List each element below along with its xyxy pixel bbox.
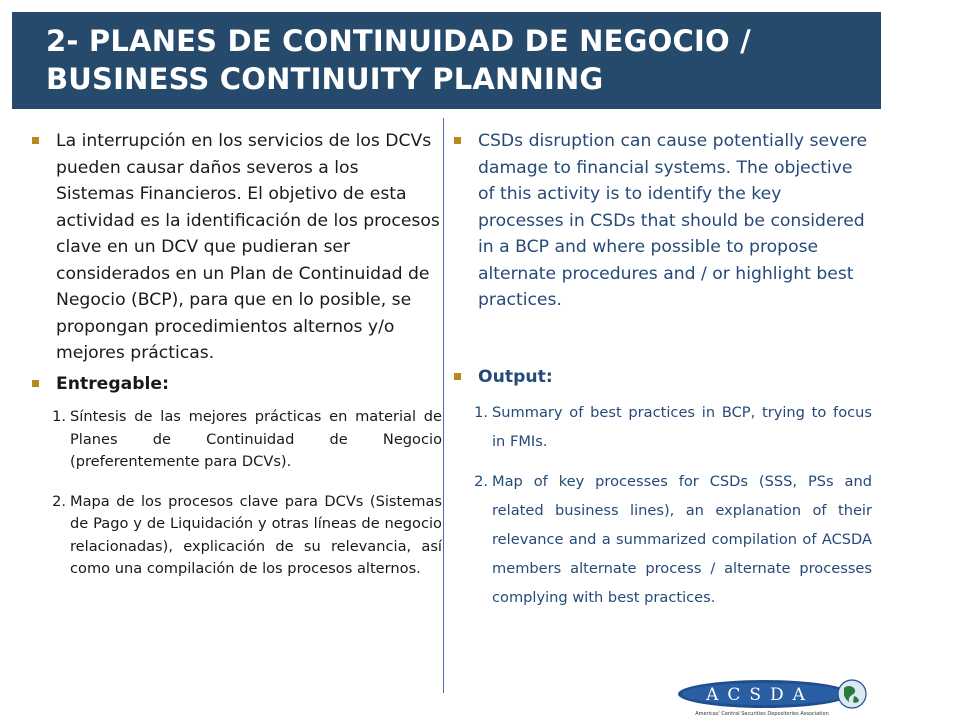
item-text: Mapa de los procesos clave para DCVs (Sistemas de Pago y de Liquidación y otras líneas de negocio relacionadas), explicación de su relevancia, así como una compilación de los procesos alternos. <box>70 492 442 577</box>
output-item <box>452 467 872 612</box>
english-intro-bullet <box>452 128 872 314</box>
output-item <box>452 398 872 456</box>
output-label: Output: <box>478 366 553 387</box>
output-heading <box>452 364 872 391</box>
square-bullet-icon <box>32 380 39 387</box>
square-bullet-icon <box>454 137 461 144</box>
spanish-intro-text: La interrupción en los servicios de los DCVs pueden causar daños severos a los Sistemas Financieros. El objetivo de esta actividad es la identificación de los procesos clave en un DCV que pudieran ser considerados en un Plan de Continuidad de Negocio (BCP), para que en lo posible, se propongan procedimientos alternos y/o mejores prácticas. <box>56 131 440 363</box>
english-intro-text: CSDs disruption can cause potentially severe damage to financial systems. The objective of this activity is to identify the key processes in CSDs that should be considered in a BCP and where possible to propose alternate procedures and / or highlight best practices. <box>478 131 868 310</box>
item-text: Síntesis de las mejores prácticas en material de Planes de Continuidad de Negocio (preferentemente para DCVs). <box>70 408 442 470</box>
square-bullet-icon <box>32 137 39 144</box>
deliverable-label: Entregable: <box>56 373 169 394</box>
item-text: Map of key processes for CSDs (SSS, PSs and related business lines), an explanation of their relevance and a summarized compilation of ACSDA members alternate process / alternate processes complying with best practices. <box>492 473 872 606</box>
spanish-column <box>30 128 442 581</box>
logo-wordmark: ACSDA <box>706 685 814 705</box>
item-number: 2. <box>52 492 66 510</box>
acsda-logo <box>676 676 872 718</box>
logo-tagline: Americas' Central Securities Depositories Association <box>695 711 829 717</box>
item-number: 1. <box>474 404 488 421</box>
title-line-2: BUSINESS CONTINUITY PLANNING <box>46 62 604 96</box>
slide-title <box>46 22 876 98</box>
title-line-1: 2- PLANES DE CONTINUIDAD DE NEGOCIO / <box>46 24 751 58</box>
deliverable-item <box>30 491 442 581</box>
english-column <box>452 128 872 612</box>
item-number: 1. <box>52 408 66 425</box>
deliverable-heading <box>30 371 442 398</box>
acsda-logo-graphic <box>676 676 872 718</box>
column-divider <box>443 118 444 693</box>
item-number: 2. <box>474 473 488 490</box>
deliverable-item <box>30 406 442 474</box>
square-bullet-icon <box>454 373 461 380</box>
item-text: Summary of best practices in BCP, trying to focus in FMIs. <box>492 404 872 450</box>
title-bar <box>12 12 881 109</box>
spanish-intro-bullet <box>30 128 442 367</box>
